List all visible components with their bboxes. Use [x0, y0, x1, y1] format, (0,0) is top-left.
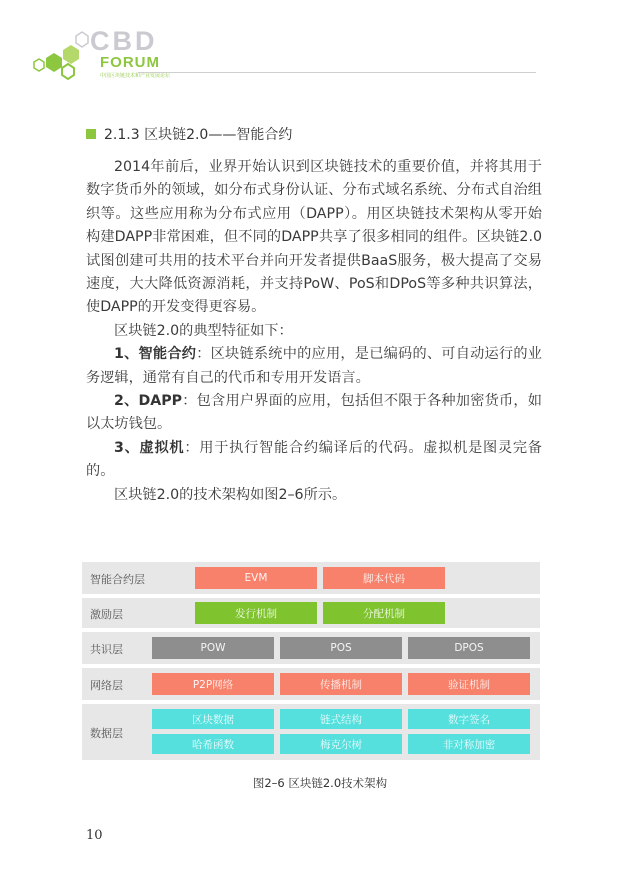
- feature-text: ：区块链系统中的应用，是已编码的、可自动运行的业务逻辑，通常有自己的代币和专用开发语言。: [86, 346, 542, 386]
- feature-label: 3、虚拟机: [114, 439, 185, 456]
- header-divider: [138, 72, 536, 73]
- diagram-box: 验证机制: [408, 673, 530, 695]
- logo-forum-text: FORUM: [100, 54, 160, 71]
- diagram-box: 哈希函数: [152, 734, 274, 754]
- figure-caption: 图2–6 区块链2.0技术架构: [252, 776, 388, 790]
- feature-text: ：用于执行智能合约编译后的代码。虚拟机是图灵完备的。: [86, 439, 542, 480]
- layer-label: 数据层: [90, 727, 123, 740]
- layer-label: 共识层: [90, 643, 123, 656]
- layer-network: [82, 668, 540, 700]
- layer-label: 智能合约层: [90, 573, 145, 586]
- logo-subtitle: 中国区块链技术和产业发展论坛: [100, 73, 171, 79]
- diagram-box: 数字签名: [408, 709, 530, 729]
- diagram-box: POS: [280, 637, 402, 659]
- feature-label: 1、智能合约: [114, 346, 197, 363]
- diagram-box: 区块数据: [152, 709, 274, 729]
- feature-item-dapp: [86, 390, 542, 437]
- logo-cbd-text: CBD: [90, 26, 158, 56]
- diagram-box: 脚本代码: [323, 567, 445, 589]
- feature-item-smart-contract: [86, 343, 542, 390]
- section-heading: [86, 124, 292, 144]
- diagram-box: P2P网络: [152, 673, 274, 695]
- paragraph-features-lead: 区块链2.0的典型特征如下：: [114, 322, 293, 339]
- diagram-box: 传播机制: [280, 673, 402, 695]
- feature-item-vm: [86, 437, 542, 484]
- layer-label: 激励层: [90, 608, 123, 621]
- diagram-box: EVM: [195, 567, 317, 589]
- diagram-box: 分配机制: [323, 602, 445, 624]
- feature-label: 2、DAPP: [114, 393, 183, 410]
- architecture-diagram: [82, 562, 540, 762]
- body-text: [86, 156, 542, 507]
- diagram-box: 梅克尔树: [280, 734, 402, 754]
- section-heading-text: 2.1.3 区块链2.0——智能合约: [104, 127, 293, 143]
- hexagon-cluster-icon: [32, 28, 96, 80]
- diagram-box: 链式结构: [280, 709, 402, 729]
- diagram-box: 发行机制: [195, 602, 317, 624]
- diagram-box: 非对称加密: [408, 734, 530, 754]
- paragraph-intro: 2014年前后，业界开始认识到区块链技术的重要价值，并将其用于数字货币外的领域，如分布式身份认证、分布式域名系统、分布式自治组织等。这些应用称为分布式应用（DAPP）。用区块链技术架构从零开始构建DAPP非常困难，但不同的DAPP共享了很多相同的组件。区块链2.0试图创建可共用的技术平台并向开发者提供BaaS服务，极大提高了交易速度，大大降低资源消耗，并支持PoW、PoS和DPoS等多种共识算法，使DAPP的开发变得更容易。: [86, 159, 542, 316]
- layer-data: [82, 704, 540, 760]
- diagram-box: DPOS: [408, 637, 530, 659]
- feature-text: ：包含用户界面的应用，包括但不限于各种加密货币，如以太坊钱包。: [86, 393, 542, 433]
- page-number: 10: [86, 828, 103, 843]
- layer-consensus: [82, 632, 540, 664]
- green-square-bullet-icon: [86, 129, 96, 139]
- diagram-box: POW: [152, 637, 274, 659]
- paragraph-figure-ref: 区块链2.0的技术架构如图2–6所示。: [114, 486, 347, 503]
- layer-smart-contract: [82, 562, 540, 594]
- layer-label: 网络层: [90, 679, 123, 692]
- layer-incentive: [82, 598, 540, 628]
